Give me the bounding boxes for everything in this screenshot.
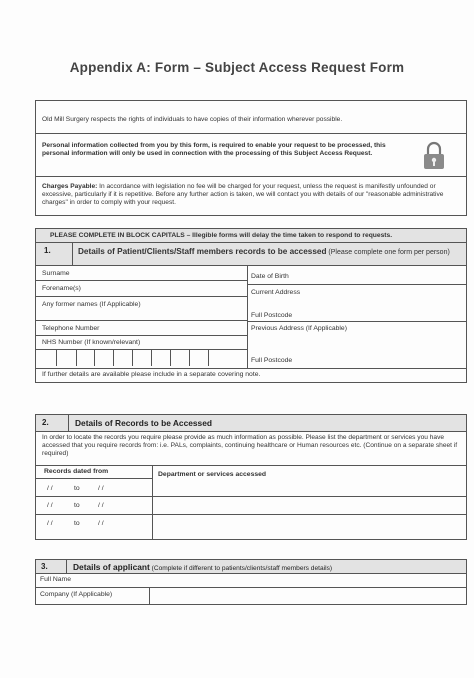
nhs-digit-box[interactable] — [132, 349, 133, 366]
section3-heading-text: Details of applicant — [73, 562, 150, 572]
charges-label: Charges Payable: — [42, 183, 98, 190]
records-dated-from-header: Records dated from — [44, 468, 109, 475]
row-line — [35, 335, 247, 336]
department-header: Department or services accessed — [158, 471, 267, 478]
date-from[interactable]: / / — [47, 502, 53, 509]
row-line — [35, 280, 247, 281]
full-postcode-field[interactable]: Full Postcode — [251, 312, 293, 319]
previous-postcode-field[interactable]: Full Postcode — [251, 357, 293, 364]
section1-footer-divider — [35, 368, 467, 369]
intro-rights-text: Old Mill Surgery respects the rights of individuals to have copies of their information wherever possible. — [42, 116, 343, 123]
full-name-field[interactable]: Full Name — [40, 576, 71, 583]
page-title: Appendix A: Form – Subject Access Request Form — [69, 60, 405, 75]
row-line — [35, 496, 467, 497]
charges-paragraph — [42, 183, 462, 208]
nhs-digit-box[interactable] — [94, 349, 95, 366]
nhs-digit-box[interactable] — [189, 349, 190, 366]
current-address-field[interactable]: Current Address — [251, 289, 301, 296]
records-column-divider — [152, 465, 153, 540]
records-header-divider — [35, 478, 152, 479]
date-from[interactable]: / / — [47, 520, 53, 527]
former-names-field[interactable]: Any former names (If Applicable) — [42, 301, 141, 308]
telephone-field[interactable]: Telephone Number — [42, 325, 100, 332]
surname-field[interactable]: Surname — [42, 270, 70, 277]
date-to-label: to — [74, 485, 80, 492]
charges-text: In accordance with legislation no fee will be charged for your request, unless the request is manifestly unfounded or excessive, particularly if it is repetitive. Before any further action is taken, we will contact you with details of our "reasonable administrative charges" in order to comply with your request. — [42, 183, 444, 207]
nhs-digit-box[interactable] — [76, 349, 77, 366]
nhs-digit-box[interactable] — [113, 349, 114, 366]
intro-divider-2 — [35, 176, 467, 177]
section1-heading — [78, 247, 463, 257]
nhs-number-field[interactable]: NHS Number (If known/relevant) — [42, 339, 141, 346]
section3-heading — [73, 562, 332, 572]
block-capitals-banner: PLEASE COMPLETE IN BLOCK CAPITALS – Illegible forms will delay the time taken to respond to requests. — [50, 232, 393, 239]
section1-number: 1. — [44, 246, 51, 255]
date-until[interactable]: / / — [98, 520, 104, 527]
row-line — [35, 296, 247, 297]
date-until[interactable]: / / — [98, 485, 104, 492]
company-field[interactable]: Company (If Applicable) — [40, 591, 113, 598]
section2-heading: Details of Records to be Accessed — [75, 418, 212, 428]
section3-heading-divider — [35, 573, 467, 574]
date-to-label: to — [74, 502, 80, 509]
section3-number-divider — [66, 559, 67, 573]
date-from[interactable]: / / — [47, 485, 53, 492]
section3-heading-note: (Complete if different to patients/clients/staff members details) — [149, 565, 333, 572]
padlock-icon — [422, 141, 446, 171]
nhs-digit-box[interactable] — [151, 349, 152, 366]
section1-heading-text: Details of Patient/Clients/Staff members records to be accessed — [78, 247, 327, 256]
section2-heading-divider — [35, 431, 467, 432]
row-line — [247, 321, 467, 322]
section1-column-divider — [247, 265, 248, 368]
nhs-digit-box[interactable] — [208, 349, 209, 366]
section2-number: 2. — [42, 418, 49, 427]
row-line — [35, 587, 467, 588]
section3-label-divider — [149, 587, 150, 605]
date-of-birth-field[interactable]: Date of Birth — [251, 273, 289, 280]
section2-instructions: In order to locate the records you require please provide as much information as possible. Please list the department or services you have accessed that you require records from: i.e. PALs, complaints, continuing healthcare or Human resources etc. (Continue on a separate sheet if required) — [42, 434, 458, 458]
records-table-top — [35, 465, 467, 466]
section3-number: 3. — [41, 562, 48, 571]
row-line — [35, 320, 247, 321]
section1-footer-note: If further details are available please include in a separate covering note. — [42, 371, 261, 378]
row-line — [247, 284, 467, 285]
row-line — [35, 349, 247, 350]
section1-heading-note: (Please complete one form per person) — [326, 249, 450, 256]
row-line — [35, 514, 467, 515]
nhs-digit-box[interactable] — [170, 349, 171, 366]
nhs-digit-box[interactable] — [56, 349, 57, 366]
previous-address-field[interactable]: Previous Address (If Applicable) — [251, 325, 347, 332]
intro-divider — [35, 133, 467, 134]
date-to-label: to — [74, 520, 80, 527]
section1-number-divider — [72, 242, 73, 265]
section1-heading-divider — [35, 265, 467, 266]
intro-personal-info-text: Personal information collected from you by this form, is required to enable your request to be processed, this personal information will only be used in connection with the processing of this Subject Access Request. — [42, 142, 386, 158]
forenames-field[interactable]: Forename(s) — [42, 285, 81, 292]
section2-number-divider — [68, 414, 69, 431]
date-until[interactable]: / / — [98, 502, 104, 509]
